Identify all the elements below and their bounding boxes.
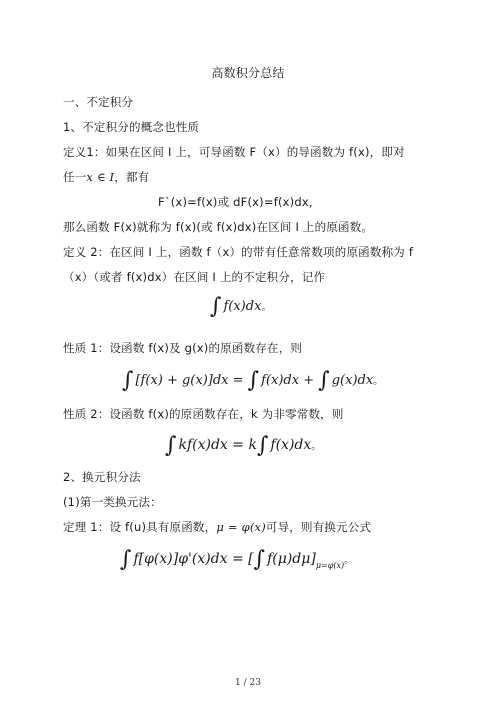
math-x-in-i: x ∈ I [86, 170, 115, 184]
integral-sign: ∫ [256, 433, 269, 458]
integral-sign: ∫ [120, 547, 132, 572]
definition-2-line-1: 定义 2：在区间 I 上，函数 f（x）的带有任意常数项的原函数称为 f [63, 245, 414, 259]
page-number: 1 / 23 [235, 678, 261, 688]
formula-part: f[φ(x)]φ'(x)dx = [ [133, 551, 254, 567]
integral-sign: ∫ [253, 547, 266, 572]
formula-part: g(x)dx [331, 373, 374, 388]
subsection-heading: 1、不定积分的概念也性质 [63, 120, 200, 134]
formula-part: kf(x)dx = k [178, 437, 257, 453]
method-heading: (1)第一类换元法： [63, 495, 162, 509]
formula-subscript: μ=φ(x) [315, 561, 345, 570]
formula-part: [f(x) + g(x)]dx = [135, 373, 244, 388]
document-title: 高数积分总结 [211, 66, 285, 80]
derivative-equation: F`(x)=f(x)或 dF(x)=f(x)dx, [158, 195, 313, 209]
subsection-heading: 2、换元积分法 [63, 470, 141, 484]
period: 。 [311, 441, 322, 452]
section-heading: 一、不定积分 [63, 95, 134, 109]
formula-indefinite-integral [210, 291, 272, 319]
formula-property-2 [165, 430, 322, 458]
formula-substitution [120, 544, 355, 572]
text: 可导，则有换元公式 [265, 520, 372, 534]
theorem-1 [63, 520, 371, 535]
formula-part: f(x)dx [270, 437, 312, 453]
integral-sign: ∫ [165, 433, 177, 458]
definition-2-line-2: （x）（或者 f(x)dx）在区间 I 上的不定积分，记作 [63, 270, 326, 284]
definition-1-line-3: 那么函数 F(x)就称为 f(x)(或 f(x)dx)在区间 I 上的原函数。 [63, 220, 374, 234]
period: 。 [261, 302, 272, 313]
integral-sign: ∫ [318, 368, 330, 393]
formula-part: f(x)dx + [261, 373, 315, 388]
formula-part: f(μ)dμ] [267, 551, 316, 567]
formula-body: f(x)dx [223, 299, 262, 314]
property-2: 性质 2：设函数 f(x)的原函数存在，k 为非零常数，则 [63, 407, 344, 421]
text: ，都有 [114, 170, 150, 184]
definition-1-line-1: 定义1：如果在区间 I 上，可导函数 F（x）的导函数为 f(x)，即对 [63, 145, 405, 159]
integral-sign: ∫ [122, 368, 134, 393]
math-substitution: μ = φ(x) [216, 520, 266, 534]
definition-1-line-2 [63, 170, 149, 185]
text: 定理 1：设 f(u)具有原函数， [63, 520, 217, 534]
integral-sign: ∫ [210, 294, 222, 319]
integral-sign: ∫ [247, 368, 260, 393]
property-1: 性质 1：设函数 f(x)及 g(x)的原函数存在，则 [63, 341, 303, 355]
period: 。 [344, 555, 355, 566]
formula-property-1 [122, 365, 384, 393]
text: 任一 [63, 170, 87, 184]
period: 。 [373, 376, 384, 387]
